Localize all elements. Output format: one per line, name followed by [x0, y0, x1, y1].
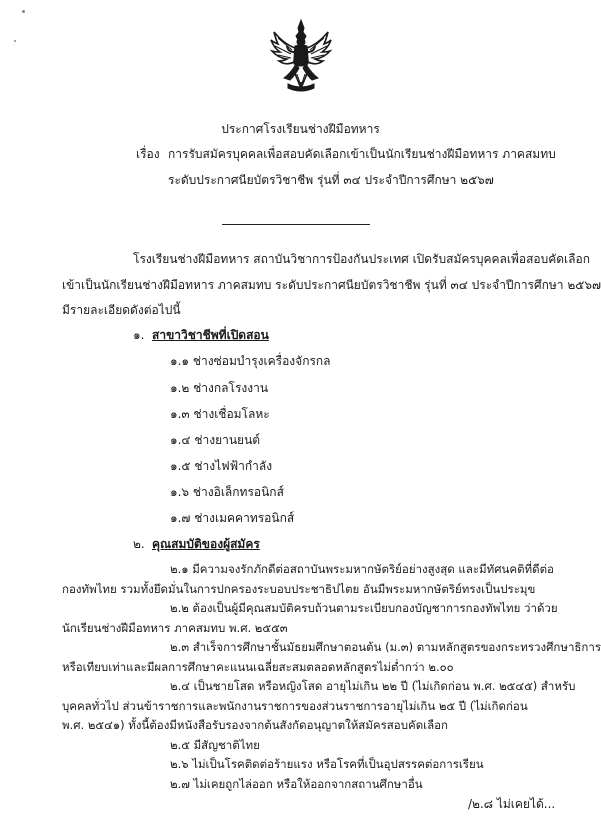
section-2-line: พ.ศ. ๒๕๔๑) ทั้งนี้ต้องมีหนังสือรับรองจากต้นสังกัดอนุญาตให้สมัครสอบคัดเลือก — [62, 718, 449, 732]
section-2-line: ๒.๒ ต้องเป็นผู้มีคุณสมบัติครบถ้วนตามระเบียบกองบัญชาการกองทัพไทย ว่าด้วย — [170, 601, 558, 615]
section-2-line: ๒.๔ เป็นชายโสด หรือหญิงโสด อายุไม่เกิน ๒๒ ปี (ไม่เกิดก่อน พ.ศ. ๒๕๔๕) สำหรับ — [170, 679, 576, 693]
subject-label: เรื่อง — [136, 147, 160, 161]
section-2-line: บุคคลทั่วไป ส่วนข้าราชการและพนักงานราชการของส่วนราชการอายุไม่เกิน ๒๕ ปี (ไม่เกิดก่อน — [62, 698, 528, 713]
section-1-item: ๑.๕ ช่างไฟฟ้ากำลัง — [170, 459, 273, 473]
section-2-line: ๒.๖ ไม่เป็นโรคติดต่อร้ายแรง หรือโรคที่เป็นอุปสรรคต่อการเรียน — [170, 757, 484, 771]
page-continuation: /๒.๘ ไม่เคยได้... — [468, 797, 556, 811]
section-2-line: หรือเทียบเท่าและมีผลการศึกษาคะแนนเฉลี่ยสะสมตลอดหลักสูตรไม่ต่ำกว่า ๒.๐๐ — [62, 659, 454, 674]
section-2-line: นักเรียนช่างฝีมือทหาร ภาคสมทบ พ.ศ. ๒๕๕๓ — [62, 620, 288, 635]
scan-speck — [14, 40, 16, 42]
section-1-title: สาขาวิชาชีพที่เปิดสอน — [152, 328, 269, 342]
garuda-emblem-icon — [270, 18, 332, 98]
section-2-line: กองทัพไทย รวมทั้งยึดมั่นในการปกครองระบอบประชาธิปไตย อันมีพระมหากษัตริย์ทรงเป็นประมุข — [62, 581, 536, 596]
section-1-item: ๑.๒ ช่างกลโรงงาน — [170, 381, 269, 395]
section-2-title: คุณสมบัติของผู้สมัคร — [152, 537, 260, 551]
header-divider — [222, 224, 370, 225]
section-1-item: ๑.๑ ช่างซ่อมบำรุงเครื่องจักรกล — [170, 354, 331, 368]
section-1-item: ๑.๗ ช่างเมคคาทรอนิกส์ — [170, 511, 295, 525]
section-2-line: ๒.๗ ไม่เคยถูกไล่ออก หรือให้ออกจากสถานศึกษาอื่น — [170, 776, 423, 791]
section-1-item: ๑.๖ ช่างอิเล็กทรอนิกส์ — [170, 485, 284, 499]
intro-line-1: โรงเรียนช่างฝีมือทหาร สถาบันวิชาการป้องกันประเทศ เปิดรับสมัครบุคคลเพื่อสอบคัดเลือก — [133, 252, 590, 266]
section-1-item: ๑.๓ ช่างเชื่อมโลหะ — [170, 407, 270, 421]
section-2-line: ๒.๓ สำเร็จการศึกษาชั้นมัธยมศึกษาตอนต้น (ม.๓) ตามหลักสูตรของกระทรวงศึกษาธิการ — [170, 640, 601, 654]
section-2-line: ๒.๕ มีสัญชาติไทย — [170, 737, 260, 752]
subject-line-1: การรับสมัครบุคคลเพื่อสอบคัดเลือกเข้าเป็นนักเรียนช่างฝีมือทหาร ภาคสมทบ — [168, 147, 556, 161]
section-1-number: ๑. — [133, 328, 145, 342]
intro-line-2: เข้าเป็นนักเรียนช่างฝีมือทหาร ภาคสมทบ ระดับประกาศนียบัตรวิชาชีพ รุ่นที่ ๓๔ ประจำปีการศึกษา ๒๕๖๗ — [62, 278, 601, 292]
intro-line-3: มีรายละเอียดดังต่อไปนี้ — [62, 303, 181, 317]
announcement-org: ประกาศโรงเรียนช่างฝีมือทหาร — [221, 122, 380, 136]
section-2-line: ๒.๑ มีความจงรักภักดีต่อสถาบันพระมหากษัตริย์อย่างสูงสุด และมีทัศนคติที่ดีต่อ — [170, 562, 554, 576]
section-2-number: ๒. — [133, 537, 145, 551]
section-1-item: ๑.๔ ช่างยานยนต์ — [170, 433, 261, 447]
scan-speck — [22, 10, 25, 13]
subject-line-2: ระดับประกาศนียบัตรวิชาชีพ รุ่นที่ ๓๔ ประจำปีการศึกษา ๒๕๖๗ — [168, 173, 494, 187]
